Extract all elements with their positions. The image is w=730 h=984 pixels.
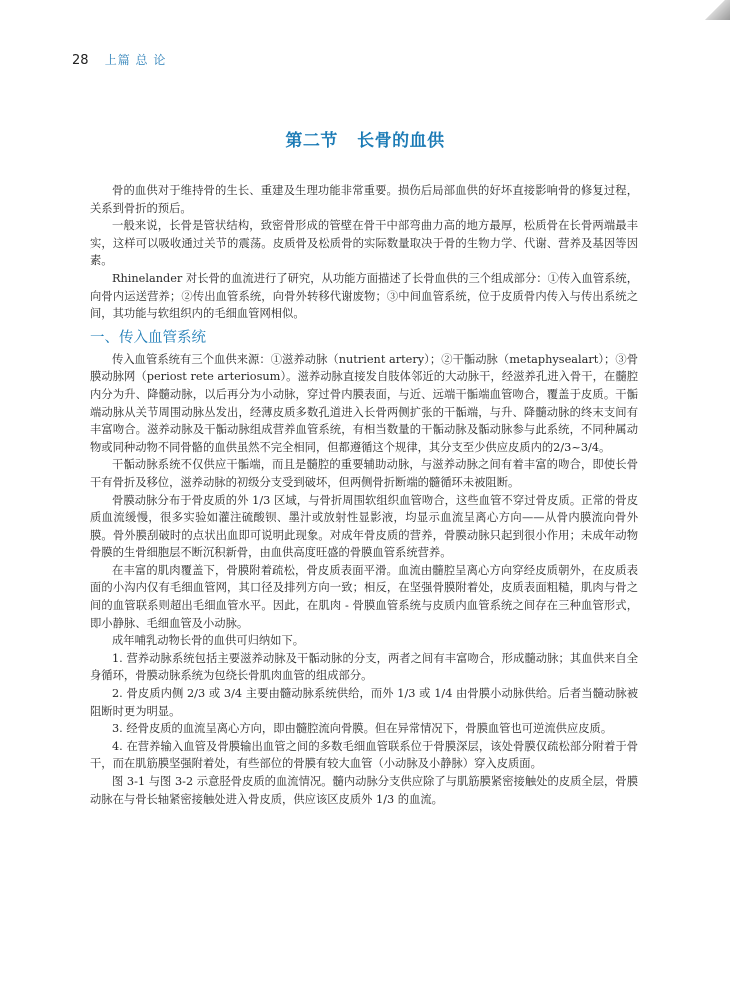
paragraph: 传入血管系统有三个血供来源：①滋养动脉（nutrient artery）；②干骺动脉（metaphysealart）；③骨膜动脉网（periost rete arteriosum）。滋养动脉直接发自肢体邻近的大动脉干，经滋养孔进入骨干，在髓腔内分为升、降髓动脉，以后再分为小动脉，穿过骨内膜表面，与近、远端干骺端血管吻合，覆盖于皮质。干骺端动脉从关节周围动脉丛发出，经薄皮质多数孔道进入长骨两侧扩张的干骺端，与升、降髓动脉的终末支间有丰富吻合。滋养动脉及干骺动脉组成营养血管系统，有相当数量的干骺动脉及骺动脉参与此系统，不同种属动物或同种动物不同骨骼的血供虽然不完全相同，但都遵循这个规律，其分支至少供应皮质内的2/3~3/4。 [90,352,638,454]
paragraph: Rhinelander 对长骨的血流进行了研究，从功能方面描述了长骨血供的三个组成部分：①传入血管系统，向骨内运送营养；②传出血管系统，向骨外转移代谢废物；③中间血管系统，位于皮质骨内传入与传出系统之间，其功能与软组织内的毛细血管网相似。 [90,271,638,321]
paragraph: 一般来说，长骨是管状结构，致密骨形成的管壁在骨干中部弯曲力高的地方最厚，松质骨在长骨两端最丰实，这样可以吸收通过关节的震荡。皮质骨及松质骨的实际数量取决于骨的生物力学、代谢、营养及基因等因素。 [90,219,638,268]
page-body [90,182,638,808]
running-head [72,52,166,69]
list-item: 3. 经骨皮质的血流呈离心方向，即由髓腔流向骨膜。但在异常情况下，骨膜血管也可逆流供应皮质。 [112,722,613,736]
list-item: 2. 骨皮质内侧 2/3 或 3/4 主要由髓动脉系统供给，而外 1/3 或 1/4 由骨膜小动脉供给。后者当髓动脉被阻断时更为明显。 [90,687,638,718]
list-item: 4. 在营养输入血管及骨膜输出血管之间的多数毛细血管联系位于骨膜深层，该处骨膜仅疏松部分附着于骨干，而在肌筋膜坚强附着处，有些部位的骨膜有较大血管（小动脉及小静脉）穿入皮质面。 [90,739,638,771]
paragraph: 干骺动脉系统不仅供应干骺端，而且是髓腔的重要辅助动脉，与滋养动脉之间有着丰富的吻合，即使长骨干有骨折及移位，滋养动脉的初级分支受到破坏，但两侧骨折断端的髓循环未被阻断。 [90,458,638,489]
list-item: 1. 营养动脉系统包括主要滋养动脉及干骺动脉的分支，两者之间有丰富吻合，形成髓动脉；其血供来自全身循环，骨膜动脉系统为包绕长骨肌肉血管的组成部分。 [90,651,638,683]
running-head-title: 上篇 总 论 [104,53,167,67]
paragraph: 在丰富的肌肉覆盖下，骨膜附着疏松，骨皮质表面平滑。血流由髓腔呈离心方向穿经皮质朝外，在皮质表面的小沟内仅有毛细血管网，其口径及排列方向一致；相反，在坚强骨膜附着处，皮质表面粗糙，肌肉与骨之间的血管联系则超出毛细血管水平。因此，在肌肉 - 骨膜血管系统与皮质内血管系统之间存在三种血管形式，即小静脉、毛细血管及小动脉。 [90,563,638,630]
page-number: 28 [72,53,89,68]
subsection-heading: 一、传入血管系统 [90,329,206,346]
page-corner-mark [704,0,730,20]
paragraph: 图 3-1 与图 3-2 示意胫骨皮质的血流情况。髓内动脉分支供应除了与肌筋膜紧密接触处的皮质全层，骨膜动脉在与骨长轴紧密接触处进入骨皮质，供应该区皮质外 1/3 的血流。 [90,775,638,806]
paragraph: 骨膜动脉分布于骨皮质的外 1/3 区域，与骨折周围软组织血管吻合，这些血管不穿过骨皮质。正常的骨皮质血流缓慢，很多实验如灌注硫酸钡、墨汁或放射性显影液，均显示血流呈离心方向——从骨内膜流向骨外膜。骨外膜刮破时的点状出血即可说明此现象。对成年骨皮质的营养，骨膜动脉只起到很小作用；未成年动物骨膜的生骨细胞层不断沉积新骨，由血供高度旺盛的骨膜血管系统营养。 [90,493,638,560]
section-title: 第二节 长骨的血供 [285,131,445,151]
paragraph: 骨的血供对于维持骨的生长、重建及生理功能非常重要。损伤后局部血供的好坏直接影响骨的修复过程，关系到骨折的预后。 [90,184,638,215]
paragraph: 成年哺乳动物长骨的血供可归纳如下。 [112,634,305,648]
